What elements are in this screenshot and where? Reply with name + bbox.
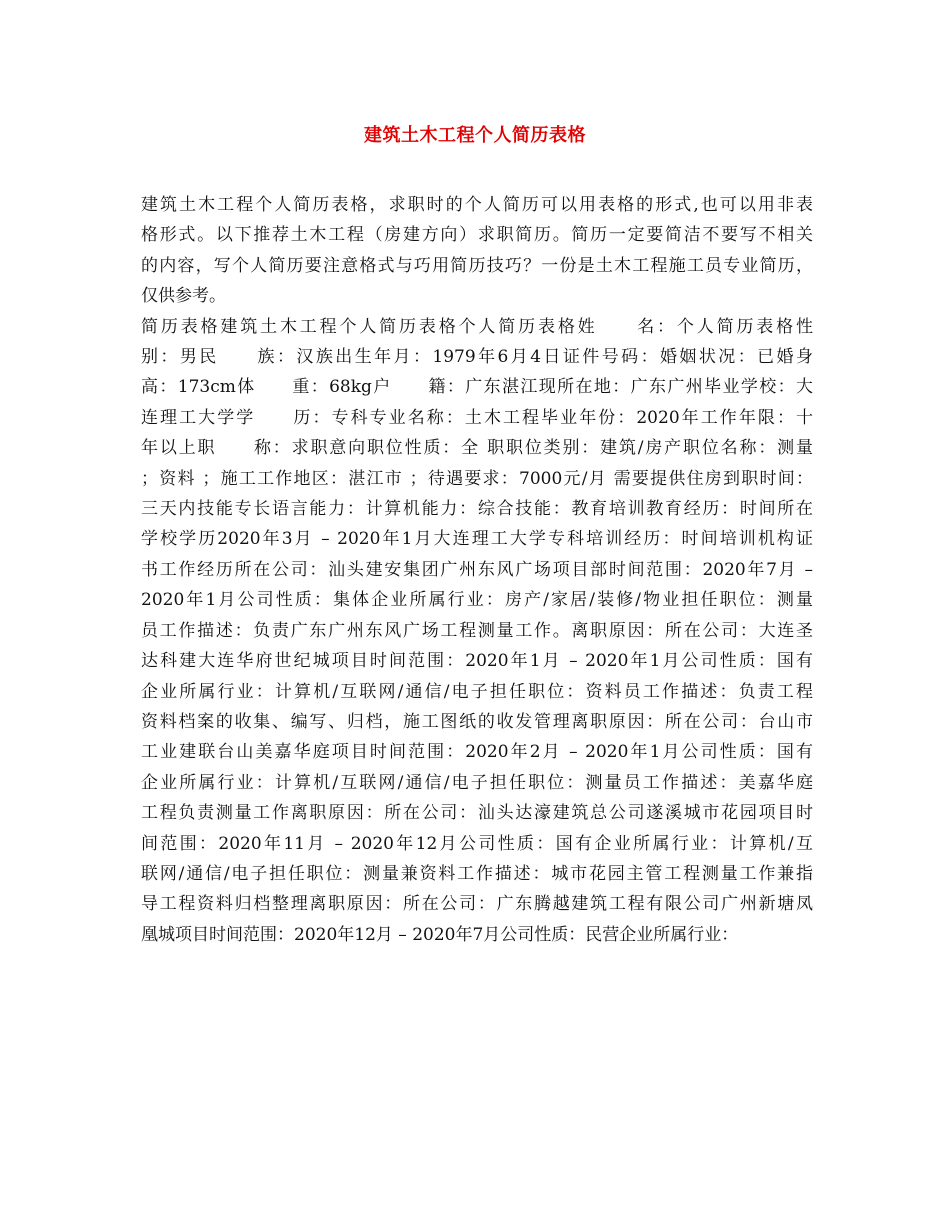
text-line: 简历表格建筑土木工程个人简历表格个人简历表格姓 名：个人简历表格性 (141, 316, 813, 337)
text-line: 高：173cm体 重：68kg户 籍：广东湛江现所在地：广东广州毕业学校：大 (141, 377, 813, 398)
text-line: 三天内技能专长语言能力：计算机能力：综合技能：教育培训教育经历：时间所在 (141, 499, 813, 520)
text-line: 格形式。以下推荐土木工程（房建方向）求职简历。简历一定要简洁不要写不相关 (141, 225, 813, 246)
text-line: 别：男民 族：汉族出生年月：1979年6月4日证件号码：婚姻状况：已婚身 (141, 347, 813, 368)
text-line: 资料档案的收集、编写、归档，施工图纸的收发管理离职原因：所在公司：台山市 (141, 711, 813, 732)
text-line: ；资料 ；施工工作地区：湛江市 ；待遇要求：7000元/月 需要提供住房到职时间： (141, 468, 813, 489)
intro-paragraph (141, 190, 813, 312)
text-line: 工程负责测量工作离职原因：所在公司：汕头达濠建筑总公司遂溪城市花园项目时 (141, 803, 813, 824)
text-line: 间范围：2020年11月 – 2020年12月公司性质：国有企业所属行业：计算机/互 (141, 833, 813, 854)
text-line: 年以上职 称：求职意向职位性质：全 职职位类别：建筑/房产职位名称：测量 (141, 438, 813, 459)
text-line: 企业所属行业：计算机/互联网/通信/电子担任职位：测量员工作描述：美嘉华庭 (141, 772, 813, 793)
text-line: 2020年1月公司性质：集体企业所属行业：房产/家居/装修/物业担任职位：测量 (141, 590, 813, 611)
resume-paragraph (141, 312, 813, 951)
text-line: 连理工大学学 历：专科专业名称：土木工程毕业年份：2020年工作年限：十 (141, 407, 813, 428)
text-line: 仅供参考。 (141, 286, 226, 307)
text-line: 的内容，写个人简历要注意格式与巧用简历技巧？一份是土木工程施工员专业简历， (141, 255, 813, 276)
text-line: 企业所属行业：计算机/互联网/通信/电子担任职位：资料员工作描述：负责工程 (141, 681, 813, 702)
document-body (141, 190, 813, 950)
text-line: 建筑土木工程个人简历表格，求职时的个人简历可以用表格的形式,也可以用非表 (141, 195, 813, 215)
text-line: 凰城项目时间范围：2020年12月 – 2020年7月公司性质：民营企业所属行业： (141, 924, 739, 945)
text-line: 书工作经历所在公司：汕头建安集团广州东风广场项目部时间范围：2020年7月 – (141, 559, 813, 580)
text-line: 联网/通信/电子担任职位：测量兼资料工作描述：城市花园主管工程测量工作兼指 (141, 863, 813, 884)
text-line: 导工程资料归档整理离职原因：所在公司：广东腾越建筑工程有限公司广州新塘凤 (141, 894, 813, 915)
text-line: 员工作描述：负责广东广州东风广场工程测量工作。离职原因：所在公司：大连圣 (141, 620, 813, 641)
document-title: 建筑土木工程个人简历表格 (364, 125, 586, 146)
text-line: 工业建联台山美嘉华庭项目时间范围：2020年2月 – 2020年1月公司性质：国有 (141, 742, 813, 763)
text-line: 达科建大连华府世纪城项目时间范围：2020年1月 – 2020年1月公司性质：国有 (141, 651, 813, 672)
text-line: 学校学历2020年3月 – 2020年1月大连理工大学专科培训经历：时间培训机构证 (141, 529, 813, 550)
